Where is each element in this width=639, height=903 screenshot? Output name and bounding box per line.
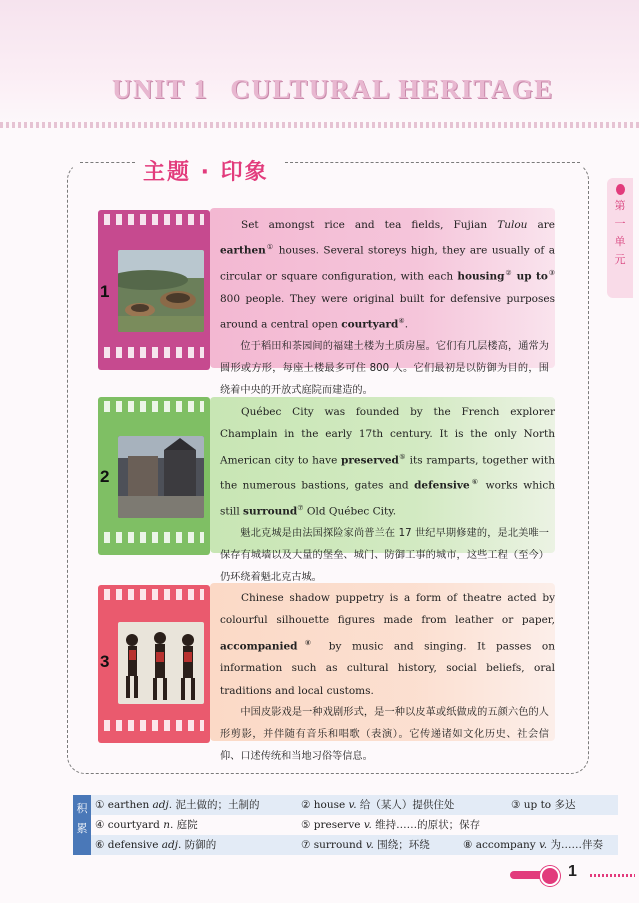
card-chinese-text: 中国皮影戏是一种戏剧形式，是一种以皮革或纸做成的五颜六色的人形剪影，并伴随有音乐和唱歌（表演）。它传递诸如文化历史、社会信仰、口述传统和当地习俗等信息。 (220, 706, 549, 762)
heritage-card-tulou (210, 208, 555, 396)
card-english-text: Set amongst rice and tea fields, Fujian Tulou are earthen① houses. Several storeys high, they are usually of a circular or square configuration, with each housing② up to③ 800 people. They were original built for defensive purposes around a central open courtyard④. (220, 219, 555, 331)
film-perforation (104, 589, 204, 600)
unit-title (112, 74, 554, 105)
vocabulary-row (91, 835, 618, 855)
shadow-puppet-photo (118, 622, 204, 704)
side-tab-char: 一 (614, 217, 626, 230)
unit-name: CULTURAL HERITAGE (230, 74, 554, 104)
vocabulary-row (91, 795, 618, 815)
card-english-text: Chinese shadow puppetry is a form of theatre acted by colourful silhouette figures made from leather or paper, accompanied⑧ by music and singing. It passes on information such as cultural history, social beliefs, oral traditions and local customs. (220, 592, 555, 697)
vocabulary-item: ③ up to 多达 (511, 799, 576, 811)
frame-edge (80, 162, 135, 163)
card-english-text: Québec City was founded by the French explorer Champlain in the early 17th century. It is the only North American city to have preserved⑤ its ramparts, together with the numerous bastions, gates and defensive⑥ works which still surround⑦ Old Québec City. (220, 406, 555, 518)
card-chinese-text: 位于稻田和茶园间的福建土楼为土质房屋。它们有几层楼高，通常为圆形或方形，每座土楼最多可住 800 人。它们最初是以防御为目的，围绕着中央的开放式庭院而建造的。 (220, 340, 549, 396)
side-tab-char: 第 (614, 199, 626, 212)
heritage-card-quebec (210, 397, 555, 583)
vocabulary-item: ① earthen adj. 泥土做的；土制的 (95, 799, 260, 811)
film-perforation (104, 532, 204, 543)
vocabulary-tag-char: 累 (76, 822, 88, 835)
section-number: 1 (100, 282, 110, 301)
film-perforation (104, 401, 204, 412)
drop-icon (616, 184, 625, 195)
header-divider (0, 122, 639, 128)
side-tab-char: 元 (614, 253, 626, 266)
tulou-photo (118, 250, 204, 332)
vocabulary-item: ⑤ preserve v. 维持……的原状；保存 (301, 819, 481, 831)
section-number: 2 (100, 467, 110, 486)
vocabulary-item: ⑥ defensive adj. 防御的 (95, 839, 217, 851)
side-tab-char: 单 (614, 235, 626, 248)
theme-title: 主题 · 印象 (143, 160, 269, 185)
vocabulary-item: ⑦ surround v. 围绕；环绕 (301, 839, 430, 851)
vocabulary-box (73, 795, 633, 855)
page-header (0, 0, 639, 130)
quebec-photo (118, 436, 204, 518)
section-number: 3 (100, 652, 110, 671)
vocabulary-tag (73, 795, 91, 855)
vocabulary-tag-char: 积 (76, 802, 88, 815)
film-perforation (104, 347, 204, 358)
card-chinese-text: 魁北克城是由法国探险家尚普兰在 17 世纪早期修建的，是北美唯一保存有城墙以及大量的堡垒、城门、防御工事的城市，这些工程（至今）仍环绕着魁北克古城。 (220, 527, 549, 583)
heritage-card-shadow-puppetry (210, 583, 555, 762)
film-perforation (104, 214, 204, 225)
unit-side-tab (607, 178, 633, 298)
page-marker-dots (590, 874, 635, 877)
vocabulary-row (91, 815, 618, 835)
unit-number: UNIT 1 (112, 74, 209, 104)
vocabulary-item: ④ courtyard n. 庭院 (95, 819, 198, 831)
page-number: 1 (568, 863, 577, 880)
page-marker-circle (540, 866, 560, 886)
vocabulary-item: ⑧ accompany v. 为……伴奏 (463, 839, 603, 851)
film-perforation (104, 720, 204, 731)
vocabulary-item: ② house v. 给（某人）提供住处 (301, 799, 455, 811)
frame-edge (285, 162, 580, 163)
